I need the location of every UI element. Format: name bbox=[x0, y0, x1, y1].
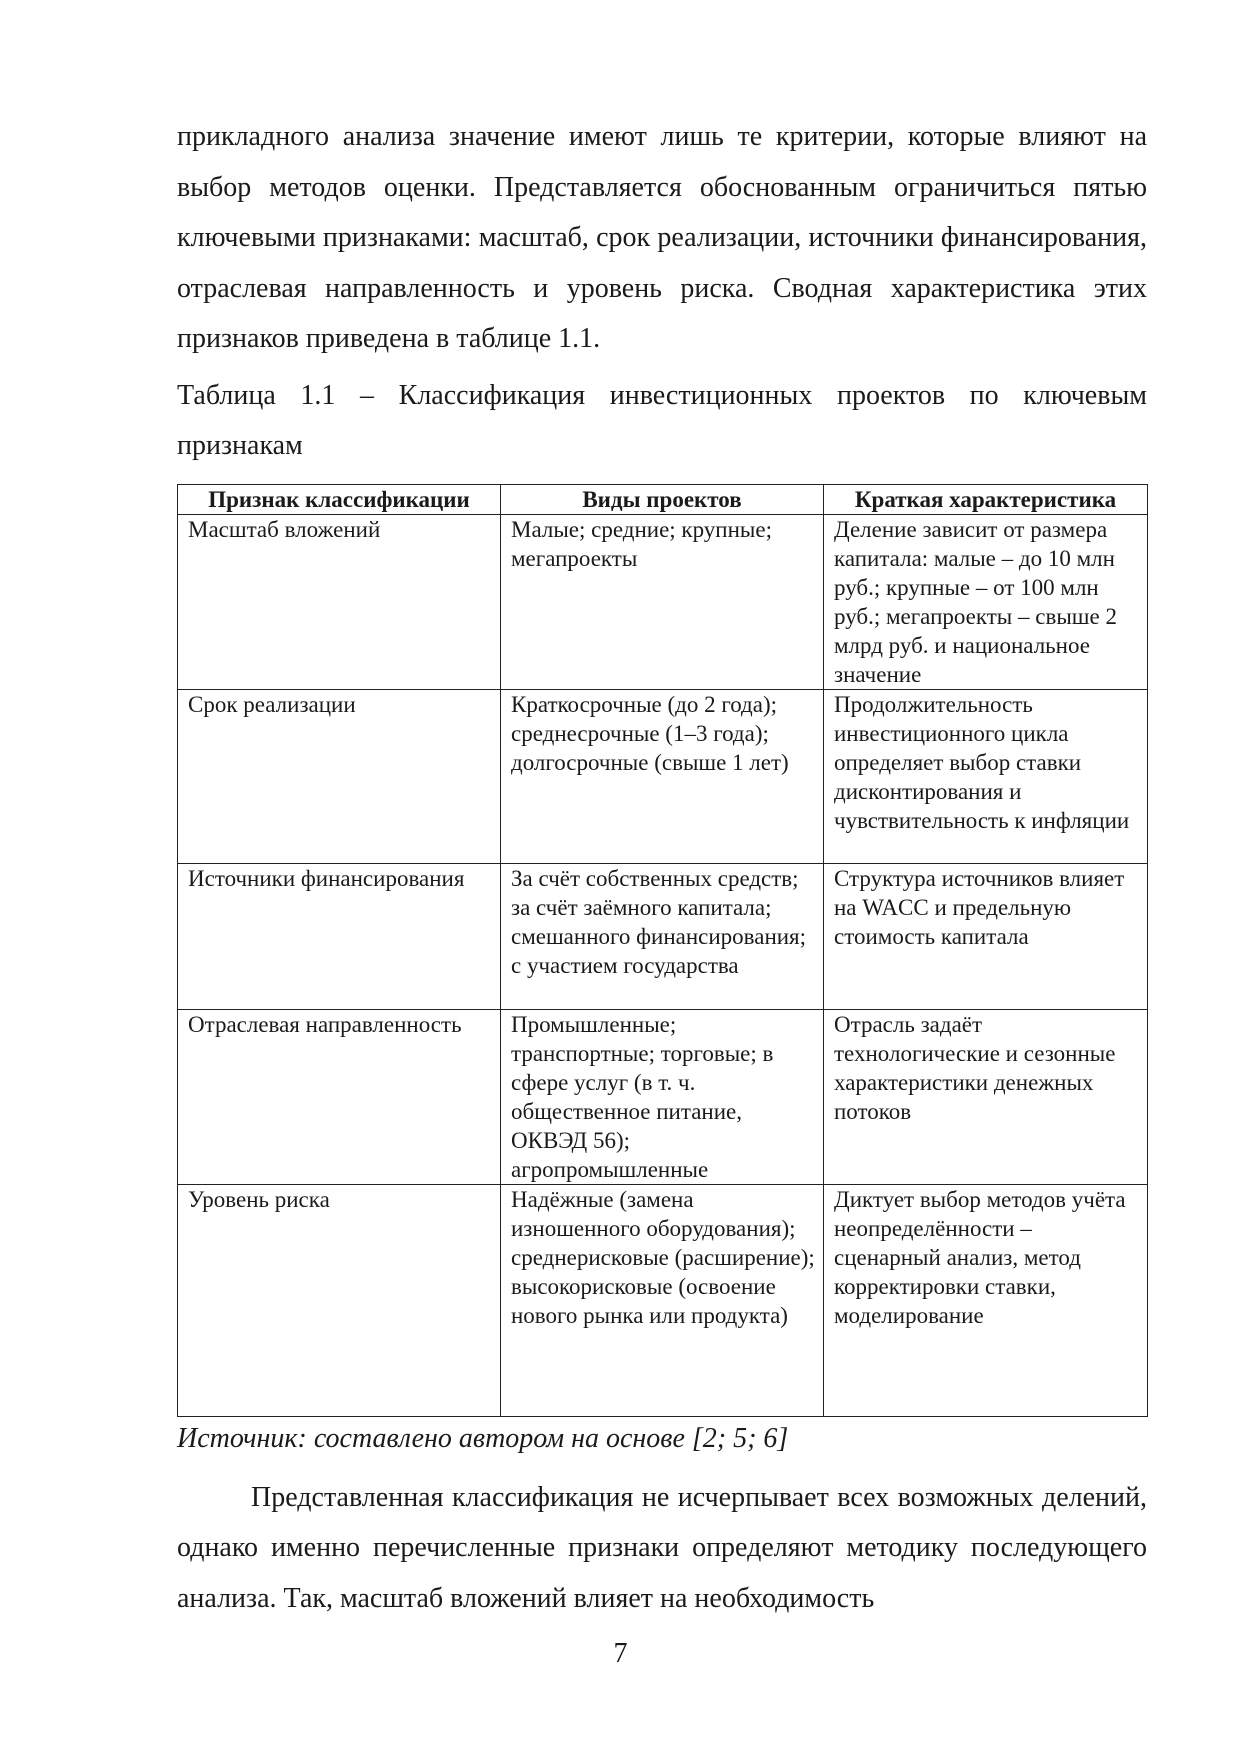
table-cell: За счёт собственных средств; за счёт заёмного капитала; смешанного финансирования; с участием государства bbox=[501, 863, 824, 1009]
table-cell: Отрасль задаёт технологические и сезонные характеристики денежных потоков bbox=[824, 1009, 1148, 1184]
classification-table bbox=[177, 484, 1148, 1417]
source-note: Источник: составлено автором на основе [2; 5; 6] bbox=[177, 1422, 789, 1454]
table-cell: Краткосрочные (до 2 года); среднесрочные (1–3 года); долгосрочные (свыше 1 лет) bbox=[501, 689, 824, 863]
table-row bbox=[178, 514, 1148, 689]
table-cell: Структура источников влияет на WACC и предельную стоимость капитала bbox=[824, 863, 1148, 1009]
page-content bbox=[177, 112, 1147, 1624]
table-row bbox=[178, 689, 1148, 863]
table-row bbox=[178, 1184, 1148, 1416]
table-cell: Деление зависит от размера капитала: малые – до 10 млн руб.; крупные – от 100 млн руб.; мегапроекты – свыше 2 млрд руб. и национальное значение bbox=[824, 514, 1148, 689]
table-row bbox=[178, 1009, 1148, 1184]
page-number: 7 bbox=[613, 1638, 628, 1669]
table-header-row bbox=[178, 484, 1148, 514]
table-cell: Срок реализации bbox=[178, 689, 501, 863]
table-cell: Уровень риска bbox=[178, 1184, 501, 1416]
table-cell: Продолжительность инвестиционного цикла определяет выбор ставки дисконтирования и чувствительность к инфляции bbox=[824, 689, 1148, 863]
table-row bbox=[178, 863, 1148, 1009]
table-cell: Диктует выбор методов учёта неопределённости – сценарный анализ, метод корректировки ставки, моделирование bbox=[824, 1184, 1148, 1416]
table-cell: Источники финансирования bbox=[178, 863, 501, 1009]
table-header-cell: Признак классификации bbox=[178, 484, 501, 514]
table-header-cell: Краткая характеристика bbox=[824, 484, 1148, 514]
table-cell: Промышленные; транспортные; торговые; в сфере услуг (в т. ч. общественное питание, ОКВЭД 56); агропромышленные bbox=[501, 1009, 824, 1184]
table-caption: Таблица 1.1 – Классификация инвестиционных проектов по ключевым признакам bbox=[177, 379, 1147, 461]
paragraph-bottom: Представленная классификация не исчерпывает всех возможных делений, однако именно перечисленные признаки определяют методику последующего анализа. Так, масштаб вложений влияет на необходимость bbox=[177, 1481, 1147, 1614]
paragraph-top: прикладного анализа значение имеют лишь те критерии, которые влияют на выбор методов оценки. Представляется обоснованным ограничиться пятью ключевыми признаками: масштаб, срок реализации, источники финансирования, отраслевая направленность и уровень риска. Сводная характеристика этих признаков приведена в таблице 1.1. bbox=[177, 121, 1147, 354]
table-cell: Малые; средние; крупные; мегапроекты bbox=[501, 514, 824, 689]
table-header-cell: Виды проектов bbox=[501, 484, 824, 514]
table-cell: Масштаб вложений bbox=[178, 514, 501, 689]
table-cell: Надёжные (замена изношенного оборудования); среднерисковые (расширение); высокорисковые (освоение нового рынка или продукта) bbox=[501, 1184, 824, 1416]
table-cell: Отраслевая направленность bbox=[178, 1009, 501, 1184]
